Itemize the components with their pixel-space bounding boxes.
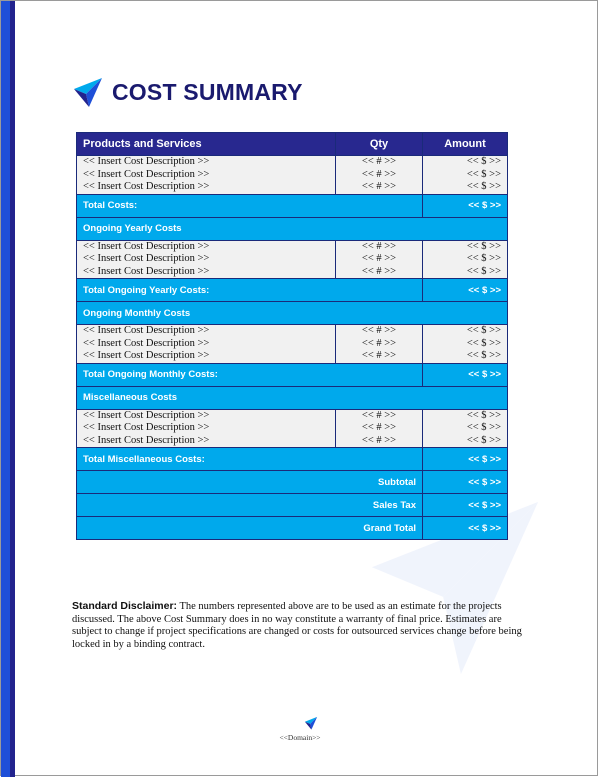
section-heading-row: [77, 302, 508, 325]
description-cell: [77, 156, 336, 195]
page-header: [72, 74, 303, 110]
qty-value: << # >>: [361, 325, 397, 336]
qty-cell: [336, 325, 423, 364]
qty-cell: [336, 156, 423, 195]
section-total-row: [77, 448, 508, 471]
section-heading: Miscellaneous Costs: [77, 386, 508, 409]
description-cell: [77, 240, 336, 279]
table-header-row: [77, 133, 508, 156]
section-total-row: [77, 194, 508, 217]
summary-row: [77, 517, 508, 540]
cost-summary-table: [76, 132, 508, 540]
cost-description: << Insert Cost Description >>: [83, 434, 210, 446]
qty-value: << # >>: [361, 422, 397, 433]
amount-cell: [423, 325, 508, 364]
table-row: [77, 240, 508, 279]
qty-value: << # >>: [361, 181, 397, 192]
cost-description: << Insert Cost Description >>: [83, 168, 210, 180]
cost-description: << Insert Cost Description >>: [83, 265, 210, 277]
section-heading: Ongoing Yearly Costs: [77, 217, 508, 240]
standard-disclaimer: [72, 600, 527, 651]
section-total-label: Total Miscellaneous Costs:: [77, 448, 423, 471]
qty-value: << # >>: [361, 265, 397, 277]
amount-value: << $ >>: [466, 325, 501, 336]
cost-description: << Insert Cost Description >>: [83, 422, 210, 433]
amount-value: << $ >>: [466, 253, 501, 264]
side-accent-bar-dark: [10, 1, 15, 777]
summary-row: [77, 471, 508, 494]
page-title: COST SUMMARY: [112, 78, 303, 105]
disclaimer-label: Standard Disclaimer:: [72, 600, 178, 612]
summary-value: << $ >>: [423, 494, 508, 517]
cost-description: << Insert Cost Description >>: [83, 253, 210, 264]
cost-description: << Insert Cost Description >>: [83, 240, 210, 252]
amount-value: << $ >>: [466, 168, 501, 180]
qty-value: << # >>: [361, 350, 397, 361]
section-total-value: << $ >>: [423, 448, 508, 471]
qty-value: << # >>: [361, 240, 397, 252]
amount-cell: [423, 156, 508, 195]
section-total-label: Total Ongoing Monthly Costs:: [77, 363, 423, 386]
section-total-row: [77, 279, 508, 302]
qty-value: << # >>: [361, 434, 397, 446]
section-total-value: << $ >>: [423, 363, 508, 386]
summary-value: << $ >>: [423, 471, 508, 494]
amount-value: << $ >>: [466, 181, 501, 192]
amount-value: << $ >>: [466, 422, 501, 433]
amount-cell: [423, 240, 508, 279]
footer-domain: <<Domain>>: [279, 733, 321, 742]
footer-paper-plane-icon: [304, 716, 318, 730]
description-cell: [77, 325, 336, 364]
qty-cell: [336, 409, 423, 448]
table-row: [77, 409, 508, 448]
qty-value: << # >>: [361, 409, 397, 421]
amount-cell: [423, 409, 508, 448]
qty-value: << # >>: [361, 156, 397, 167]
cost-description: << Insert Cost Description >>: [83, 325, 210, 336]
summary-value: << $ >>: [423, 517, 508, 540]
cost-description: << Insert Cost Description >>: [83, 181, 210, 192]
amount-value: << $ >>: [466, 409, 501, 421]
column-header-amount: Amount: [423, 133, 508, 156]
section-total-label: Total Costs:: [77, 194, 423, 217]
section-total-value: << $ >>: [423, 279, 508, 302]
cost-description: << Insert Cost Description >>: [83, 337, 210, 349]
column-header-qty: Qty: [336, 133, 423, 156]
qty-value: << # >>: [361, 253, 397, 264]
section-heading-row: [77, 217, 508, 240]
amount-value: << $ >>: [466, 156, 501, 167]
column-header-products: Products and Services: [77, 133, 336, 156]
qty-value: << # >>: [361, 337, 397, 349]
section-total-label: Total Ongoing Yearly Costs:: [77, 279, 423, 302]
section-heading-row: [77, 386, 508, 409]
amount-value: << $ >>: [466, 434, 501, 446]
qty-value: << # >>: [361, 168, 397, 180]
amount-value: << $ >>: [466, 337, 501, 349]
cost-description: << Insert Cost Description >>: [83, 409, 210, 421]
section-total-row: [77, 363, 508, 386]
summary-row: [77, 494, 508, 517]
table-row: [77, 325, 508, 364]
summary-label: Sales Tax: [77, 494, 423, 517]
summary-label: Subtotal: [77, 471, 423, 494]
cost-description: << Insert Cost Description >>: [83, 156, 210, 167]
section-total-value: << $ >>: [423, 194, 508, 217]
paper-plane-icon: [72, 76, 104, 108]
amount-value: << $ >>: [466, 350, 501, 361]
cost-description: << Insert Cost Description >>: [83, 350, 210, 361]
side-accent-bar: [1, 1, 10, 777]
disclaimer-text: The numbers represented above are to be used as an estimate for the projects discussed. The above Cost Summary does in no way constitute a warranty of final price. Estimates are subject to change if project specifications are changed or costs for outsourced services change before being locked in by a binding contract.: [72, 601, 522, 650]
description-cell: [77, 409, 336, 448]
qty-cell: [336, 240, 423, 279]
table-row: [77, 156, 508, 195]
section-heading: Ongoing Monthly Costs: [77, 302, 508, 325]
amount-value: << $ >>: [466, 240, 501, 252]
summary-label: Grand Total: [77, 517, 423, 540]
amount-value: << $ >>: [466, 265, 501, 277]
